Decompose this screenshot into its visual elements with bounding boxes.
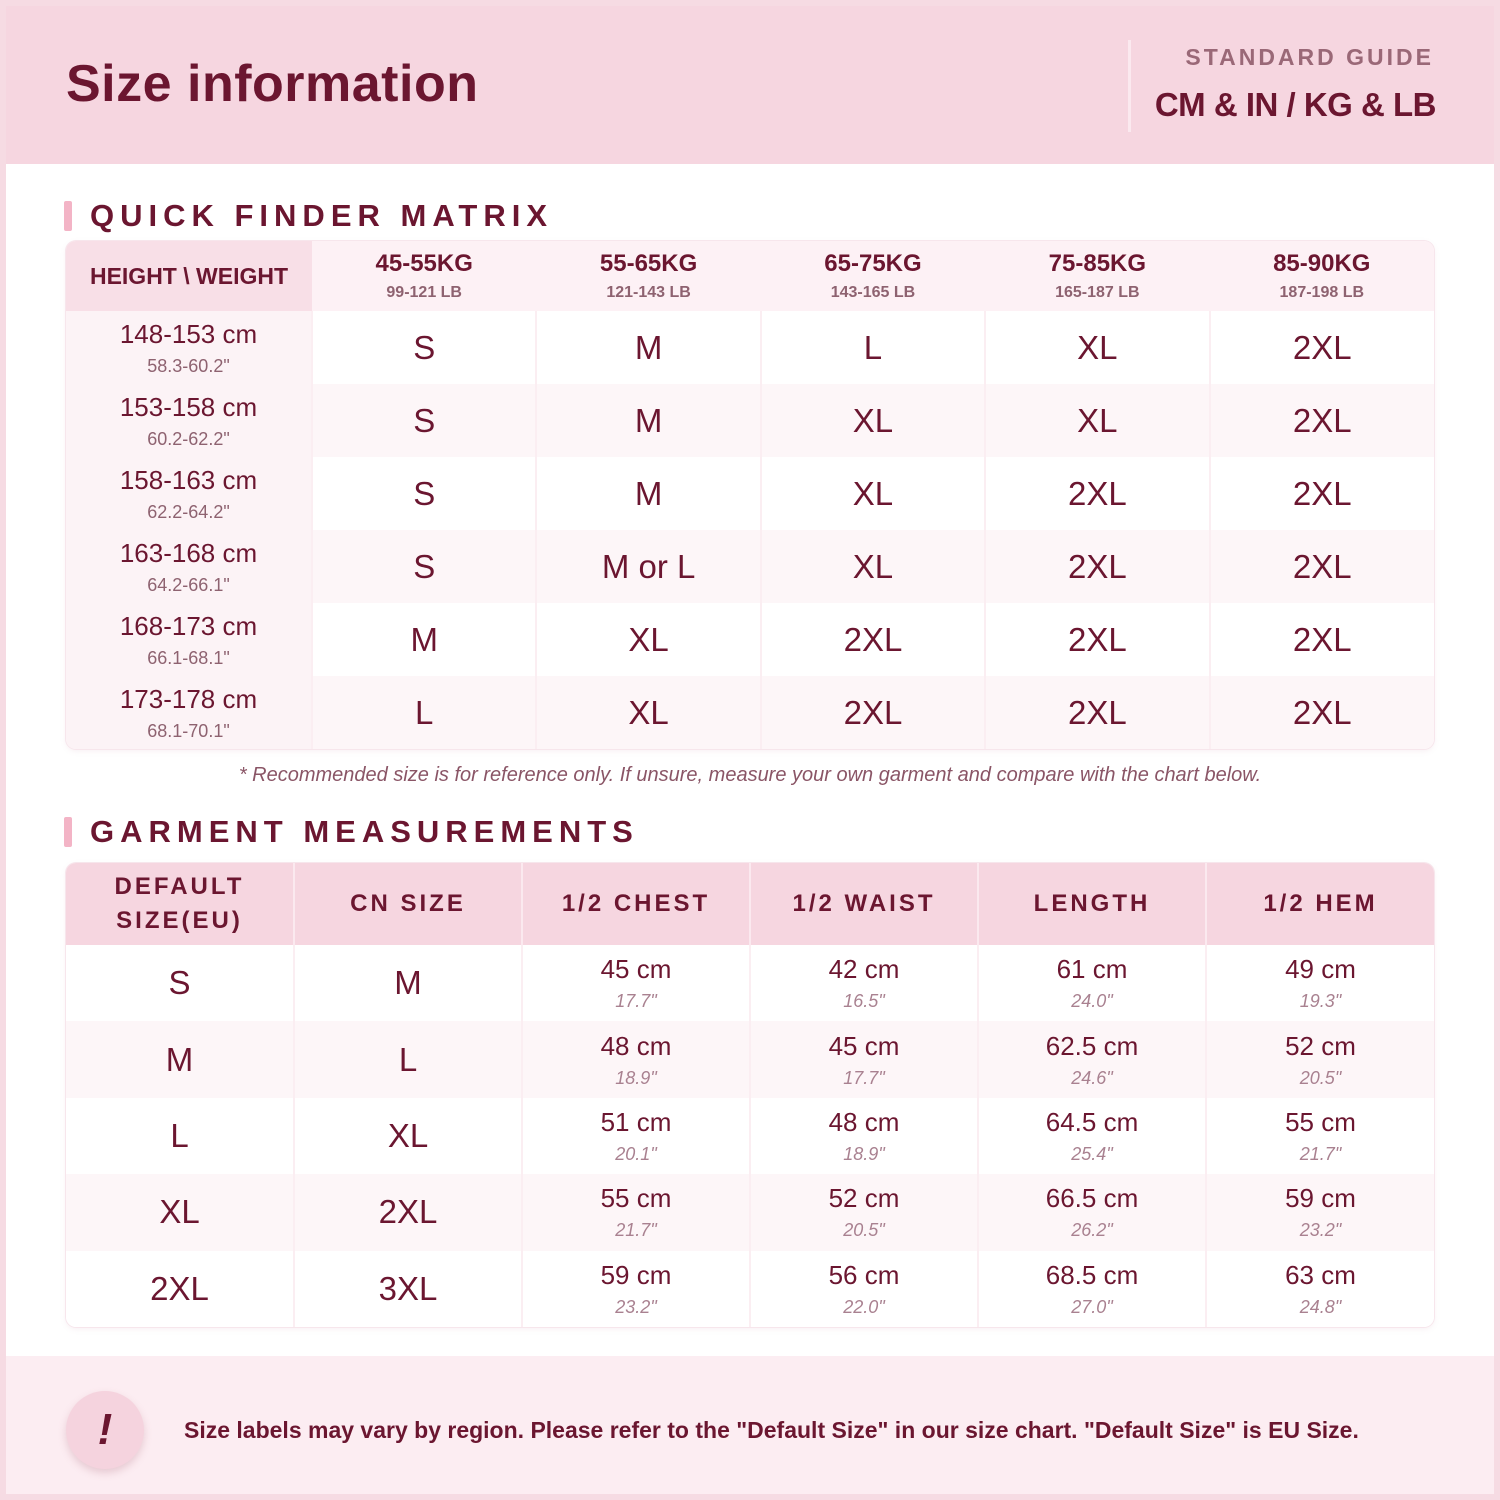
chest-cell xyxy=(522,945,750,1021)
value-cm: 48 cm xyxy=(828,1106,900,1137)
size-cell: XL xyxy=(761,384,985,457)
height-in: 62.2-64.2" xyxy=(147,501,230,522)
height-cm: 168-173 cm xyxy=(119,610,258,641)
weight-kg: 65-75KG xyxy=(824,250,922,277)
height-cm: 158-163 cm xyxy=(119,464,258,495)
chest-cell xyxy=(522,1021,750,1097)
value-cm: 49 cm xyxy=(1285,954,1356,985)
value-in: 17.7" xyxy=(843,1067,885,1088)
matrix-row xyxy=(66,384,1434,457)
height-cm: 148-153 cm xyxy=(119,318,258,349)
size-cell: 2XL xyxy=(1210,603,1434,676)
value-cm: 64.5 cm xyxy=(1045,1106,1139,1137)
weight-column-header xyxy=(536,241,760,311)
region-notice xyxy=(6,1356,1494,1494)
size-cell: M xyxy=(536,457,760,530)
value-cm: 55 cm xyxy=(1285,1106,1356,1137)
guide-label: STANDARD GUIDE xyxy=(1185,44,1434,70)
length-cell xyxy=(978,1098,1206,1174)
height-row-header xyxy=(66,457,312,530)
size-cell: XL xyxy=(985,384,1209,457)
cn-size-cell: M xyxy=(294,945,522,1021)
measurements-heading-text: GARMENT MEASUREMENTS xyxy=(90,814,639,849)
value-in: 17.7" xyxy=(615,991,657,1012)
value-in: 21.7" xyxy=(1299,1143,1342,1164)
matrix-table xyxy=(66,241,1434,749)
height-in: 66.1-68.1" xyxy=(147,647,230,668)
eu-size-cell: 2XL xyxy=(66,1251,294,1327)
table-row xyxy=(66,1098,1434,1174)
height-in: 58.3-60.2" xyxy=(147,355,230,376)
value-cm: 55 cm xyxy=(600,1183,672,1214)
size-cell: M xyxy=(536,384,760,457)
column-header-chest: 1/2 CHEST xyxy=(522,863,750,945)
value-cm: 52 cm xyxy=(1285,1030,1356,1061)
size-cell: S xyxy=(312,311,536,384)
header xyxy=(6,6,1494,164)
size-cell: XL xyxy=(536,603,760,676)
value-cm: 56 cm xyxy=(828,1259,900,1290)
chest-cell xyxy=(522,1098,750,1174)
size-cell: 2XL xyxy=(985,603,1209,676)
cn-size-cell: XL xyxy=(294,1098,522,1174)
matrix-heading-text: QUICK FINDER MATRIX xyxy=(90,198,554,233)
page-title: Size information xyxy=(66,55,479,113)
value-in: 23.2" xyxy=(615,1296,657,1317)
value-in: 20.5" xyxy=(843,1220,885,1241)
matrix-corner-header: HEIGHT \ WEIGHT xyxy=(66,241,312,311)
value-cm: 62.5 cm xyxy=(1045,1030,1139,1061)
size-cell: 2XL xyxy=(985,530,1209,603)
waist-cell xyxy=(750,1251,978,1327)
size-cell: XL xyxy=(536,676,760,749)
quick-finder-matrix xyxy=(66,241,1434,749)
value-cm: 48 cm xyxy=(600,1030,672,1061)
value-in: 18.9" xyxy=(843,1143,885,1164)
height-row-header xyxy=(66,676,312,749)
size-cell: XL xyxy=(985,311,1209,384)
value-cm: 51 cm xyxy=(600,1106,672,1137)
column-header-waist: 1/2 WAIST xyxy=(750,863,978,945)
value-cm: 59 cm xyxy=(1285,1183,1356,1214)
size-cell: S xyxy=(312,457,536,530)
weight-column-header xyxy=(985,241,1209,311)
size-guide-page xyxy=(6,6,1494,1494)
cn-size-cell: 3XL xyxy=(294,1251,522,1327)
height-in: 64.2-66.1" xyxy=(147,574,230,595)
size-cell: 2XL xyxy=(1210,384,1434,457)
notice-text: Size labels may vary by region. Please refer to the "Default Size" in our size chart. "Default Size" is EU Size. xyxy=(184,1417,1359,1443)
size-cell: XL xyxy=(761,530,985,603)
size-cell: L xyxy=(312,676,536,749)
waist-cell xyxy=(750,945,978,1021)
height-in: 60.2-62.2" xyxy=(147,428,230,449)
eu-size-cell: L xyxy=(66,1098,294,1174)
table-row xyxy=(66,945,1434,1021)
exclamation-icon: ! xyxy=(66,1391,144,1469)
matrix-row xyxy=(66,530,1434,603)
matrix-row xyxy=(66,676,1434,749)
value-cm: 63 cm xyxy=(1285,1259,1356,1290)
matrix-footnote: * Recommended size is for reference only. If unsure, measure your own garment and compare with the chart below. xyxy=(238,764,1262,786)
eu-size-cell: M xyxy=(66,1021,294,1097)
value-in: 25.4" xyxy=(1071,1143,1113,1164)
size-cell: 2XL xyxy=(761,676,985,749)
hem-cell xyxy=(1206,1251,1434,1327)
value-in: 20.1" xyxy=(615,1143,657,1164)
header-divider xyxy=(1128,40,1131,132)
matrix-section-heading xyxy=(64,200,553,232)
value-in: 24.6" xyxy=(1071,1067,1113,1088)
height-in: 68.1-70.1" xyxy=(147,720,230,741)
measurements-header-row xyxy=(66,863,1434,945)
size-cell: 2XL xyxy=(761,603,985,676)
section-accent-bar xyxy=(64,817,72,847)
height-cm: 163-168 cm xyxy=(119,537,258,568)
guide-units: CM & IN / KG & LB xyxy=(1154,86,1436,123)
chest-cell xyxy=(522,1174,750,1250)
hem-cell xyxy=(1206,1098,1434,1174)
matrix-header-row xyxy=(66,241,1434,311)
size-cell: 2XL xyxy=(1210,676,1434,749)
length-cell xyxy=(978,1174,1206,1250)
size-cell: M xyxy=(312,603,536,676)
length-cell xyxy=(978,1021,1206,1097)
weight-lb: 187-198 LB xyxy=(1279,284,1365,301)
waist-cell xyxy=(750,1174,978,1250)
table-row xyxy=(66,1251,1434,1327)
cn-size-cell: L xyxy=(294,1021,522,1097)
weight-column-header xyxy=(1210,241,1434,311)
value-cm: 61 cm xyxy=(1056,954,1128,985)
matrix-row xyxy=(66,457,1434,530)
weight-kg: 85-90KG xyxy=(1273,250,1371,277)
eu-size-cell: S xyxy=(66,945,294,1021)
weight-lb: 165-187 LB xyxy=(1055,284,1140,301)
value-cm: 68.5 cm xyxy=(1045,1259,1139,1290)
matrix-row xyxy=(66,311,1434,384)
value-in: 20.5" xyxy=(1299,1067,1342,1088)
length-cell xyxy=(978,1251,1206,1327)
column-header-cn-size: CN SIZE xyxy=(294,863,522,945)
weight-kg: 75-85KG xyxy=(1048,250,1147,277)
eu-size-cell: XL xyxy=(66,1174,294,1250)
value-in: 23.2" xyxy=(1299,1220,1342,1241)
column-header-default-size: DEFAULT SIZE(EU) xyxy=(66,863,294,945)
value-in: 16.5" xyxy=(843,991,885,1012)
weight-column-header xyxy=(312,241,536,311)
section-accent-bar xyxy=(64,201,72,231)
value-in: 21.7" xyxy=(615,1220,657,1241)
weight-kg: 55-65KG xyxy=(599,250,698,277)
height-row-header xyxy=(66,311,312,384)
size-cell: 2XL xyxy=(1210,457,1434,530)
value-in: 26.2" xyxy=(1071,1220,1113,1241)
chest-cell xyxy=(522,1251,750,1327)
height-row-header xyxy=(66,603,312,676)
weight-lb: 121-143 LB xyxy=(606,284,691,301)
height-row-header xyxy=(66,384,312,457)
value-in: 27.0" xyxy=(1071,1296,1113,1317)
column-header-hem: 1/2 HEM xyxy=(1206,863,1434,945)
height-row-header xyxy=(66,530,312,603)
hem-cell xyxy=(1206,1174,1434,1250)
value-cm: 66.5 cm xyxy=(1045,1183,1139,1214)
size-cell: 2XL xyxy=(1210,530,1434,603)
size-cell: S xyxy=(312,384,536,457)
hem-cell xyxy=(1206,1021,1434,1097)
cn-size-cell: 2XL xyxy=(294,1174,522,1250)
value-cm: 59 cm xyxy=(600,1259,672,1290)
size-cell: M or L xyxy=(536,530,760,603)
column-header-length: LENGTH xyxy=(978,863,1206,945)
value-cm: 45 cm xyxy=(600,954,672,985)
size-cell: S xyxy=(312,530,536,603)
height-cm: 173-178 cm xyxy=(119,683,258,714)
measurements-section-heading xyxy=(64,816,639,848)
value-cm: 52 cm xyxy=(828,1183,900,1214)
value-in: 22.0" xyxy=(843,1296,885,1317)
size-cell: 2XL xyxy=(985,457,1209,530)
value-in: 18.9" xyxy=(615,1067,657,1088)
weight-kg: 45-55KG xyxy=(375,250,473,277)
weight-lb: 99-121 LB xyxy=(386,284,462,301)
length-cell xyxy=(978,945,1206,1021)
size-cell: 2XL xyxy=(1210,311,1434,384)
measurements-table xyxy=(66,863,1434,1327)
hem-cell xyxy=(1206,945,1434,1021)
garment-measurements xyxy=(66,863,1434,1327)
value-in: 24.8" xyxy=(1299,1296,1342,1317)
height-cm: 153-158 cm xyxy=(119,391,258,422)
size-cell: 2XL xyxy=(985,676,1209,749)
value-in: 24.0" xyxy=(1071,991,1113,1012)
size-cell: M xyxy=(536,311,760,384)
weight-column-header xyxy=(761,241,985,311)
matrix-row xyxy=(66,603,1434,676)
size-cell: XL xyxy=(761,457,985,530)
weight-lb: 143-165 LB xyxy=(830,284,916,301)
value-in: 19.3" xyxy=(1299,991,1342,1012)
waist-cell xyxy=(750,1021,978,1097)
value-cm: 42 cm xyxy=(828,954,900,985)
table-row xyxy=(66,1021,1434,1097)
waist-cell xyxy=(750,1098,978,1174)
table-row xyxy=(66,1174,1434,1250)
size-cell: L xyxy=(761,311,985,384)
value-cm: 45 cm xyxy=(828,1030,900,1061)
